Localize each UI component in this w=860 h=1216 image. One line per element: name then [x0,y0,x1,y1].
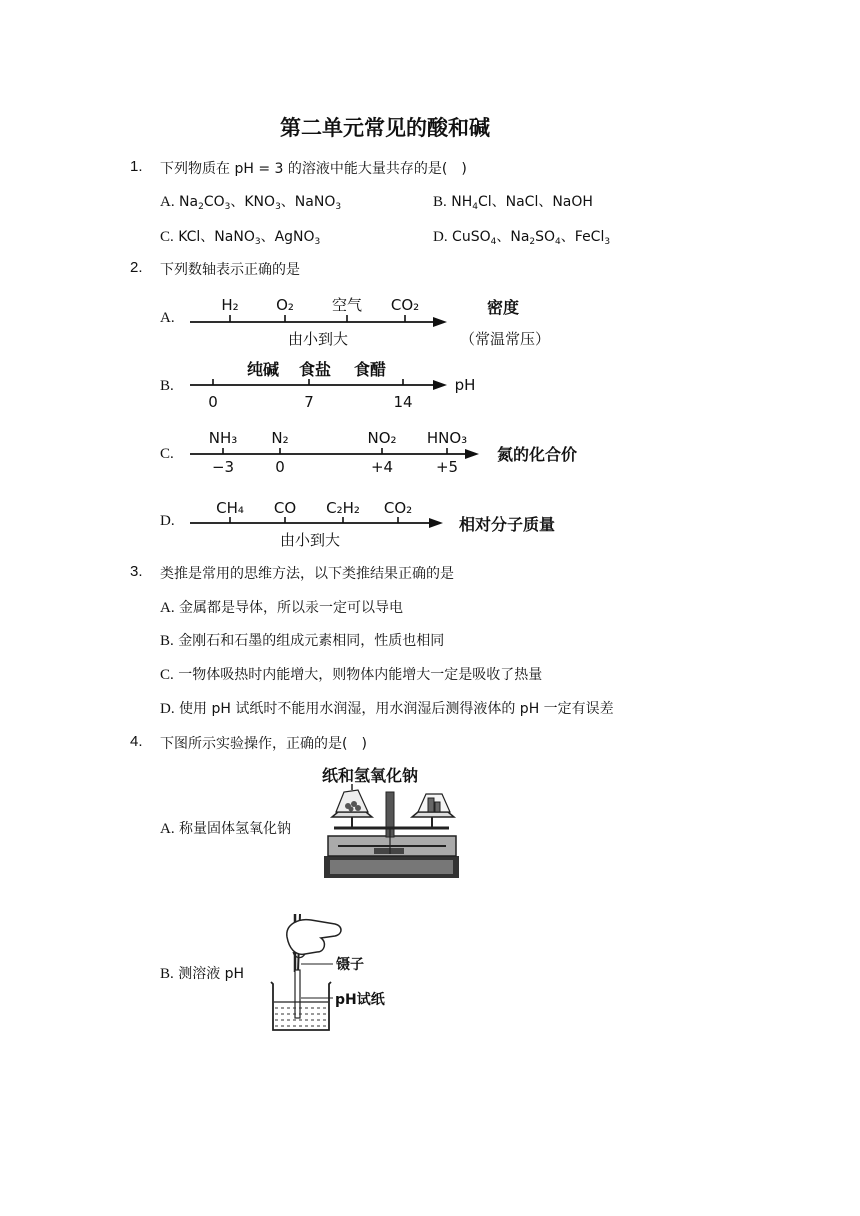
tick-value: −3 [211,458,235,476]
question-number: 2. [130,259,143,276]
weight-icon [428,798,434,812]
option-2c-label[interactable] [160,446,174,463]
option-label: B. [160,966,174,982]
axis-arrow [433,317,447,327]
figure-label: 纸和氢氧化钠 [322,766,419,785]
option-3a[interactable] [160,597,403,617]
tick-value: 0 [275,458,285,476]
option-label: D. [160,701,175,717]
axis-title: pH [454,376,476,394]
tick-value: 7 [304,393,314,411]
option-4b[interactable] [160,963,244,983]
option-1a[interactable] [160,191,341,212]
option-label: D. [160,513,175,529]
option-label: C. [160,667,174,683]
left-pan [332,812,372,817]
figure-label: 镊子 [336,957,364,973]
option-text: $Na_2CO_3$、$KNO_3$、NaNO$_3$ [179,194,342,212]
axis-arrow [429,518,443,528]
option-label: A. [160,194,175,210]
option-2a-label[interactable] [160,310,175,327]
tick-label: 食盐 [298,360,332,379]
option-1c[interactable] [160,226,320,247]
question-text: 下图所示实验操作，正确的是( ) [160,736,367,752]
axis-direction-label: 由小到大 [287,330,349,348]
axis-arrow [465,449,479,459]
axis-title: 密度 [486,298,520,317]
balance-illustration [314,762,464,884]
tick-label: CO [273,499,297,517]
tick-label: CO₂ [390,296,420,314]
hand-icon [287,920,341,955]
ph-paper-strip [295,970,300,1018]
ph-test-illustration [265,912,405,1034]
number-line-ph [185,357,505,417]
option-text: KCl、NaNO$_3$、AgNO$_3$ [178,229,321,247]
beaker-icon [271,982,331,1030]
option-4a[interactable] [160,818,291,838]
option-3c[interactable] [160,664,542,684]
option-text: 一物体吸热时内能增大，则物体内能增大一定是吸收了热量 [178,667,543,683]
axis-title: 相对分子质量 [458,515,556,534]
option-label: A. [160,600,175,616]
option-1b[interactable] [433,191,593,212]
option-2b-label[interactable] [160,378,174,395]
option-text: 金刚石和石墨的组成元素相同，性质也相同 [178,633,445,649]
option-label: D. [433,229,448,245]
option-3d[interactable] [160,698,614,718]
figure-label: pH试纸 [335,992,385,1008]
option-label: A. [160,310,175,326]
tick-value: 0 [208,393,218,411]
option-label: B. [160,378,174,394]
option-text: CuSO$_4$、$Na_2SO_4$、FeCl$_3$ [452,229,611,247]
option-text: 称量固体氢氧化钠 [179,821,292,837]
option-2d-label[interactable] [160,513,175,530]
axis-direction-label: 由小到大 [279,531,341,549]
tick-label: NH₃ [208,429,238,447]
tick-label: CH₄ [216,499,244,517]
option-text: $NH_4Cl$、NaCl、NaOH [451,194,593,212]
tick-label: 食醋 [353,360,387,379]
tick-label: NO₂ [367,429,397,447]
tick-label: N₂ [271,429,289,447]
axis-title: 氮的化合价 [496,445,578,464]
tick-label: 空气 [331,296,363,314]
option-1d[interactable] [433,226,610,247]
option-label: C. [160,229,174,245]
question-text: 下列数轴表示正确的是 [160,262,300,278]
option-text: 测溶液 pH [178,966,245,982]
right-pan [412,812,454,817]
option-3b[interactable] [160,630,444,650]
tick-value: 14 [393,393,413,411]
number-line-density [185,292,585,352]
axis-subtitle: （常温常压） [459,330,551,348]
page-title: 第二单元常见的酸和碱 [280,116,490,140]
liquid-hatching [275,1008,327,1026]
tick-value: +5 [435,458,459,476]
option-text: 金属都是导体，所以汞一定可以导电 [179,600,404,616]
option-label: A. [160,821,175,837]
tick-label: O₂ [276,296,294,314]
tick-label: CO₂ [383,499,413,517]
tick-label: HNO₃ [426,429,468,447]
question-number: 3. [130,563,143,580]
option-label: B. [433,194,447,210]
tick-label: H₂ [221,296,239,314]
option-label: C. [160,446,174,462]
tick-label: C₂H₂ [326,499,360,517]
axis-arrow [433,380,447,390]
number-line-nitrogen [185,424,605,484]
option-text: 使用 pH 试纸时不能用水润湿，用水润湿后测得液体的 pH 一定有误差 [179,701,614,717]
question-number: 1. [130,158,143,175]
tick-label: 纯碱 [246,360,280,379]
number-line-molecular-mass [185,495,585,555]
tick-value: +4 [370,458,394,476]
question-text: 类推是常用的思维方法，以下类推结果正确的是 [160,566,454,582]
option-label: B. [160,633,174,649]
question-number: 4. [130,733,143,750]
question-text: 下列物质在 pH = 3 的溶液中能大量共存的是( ) [160,161,467,177]
